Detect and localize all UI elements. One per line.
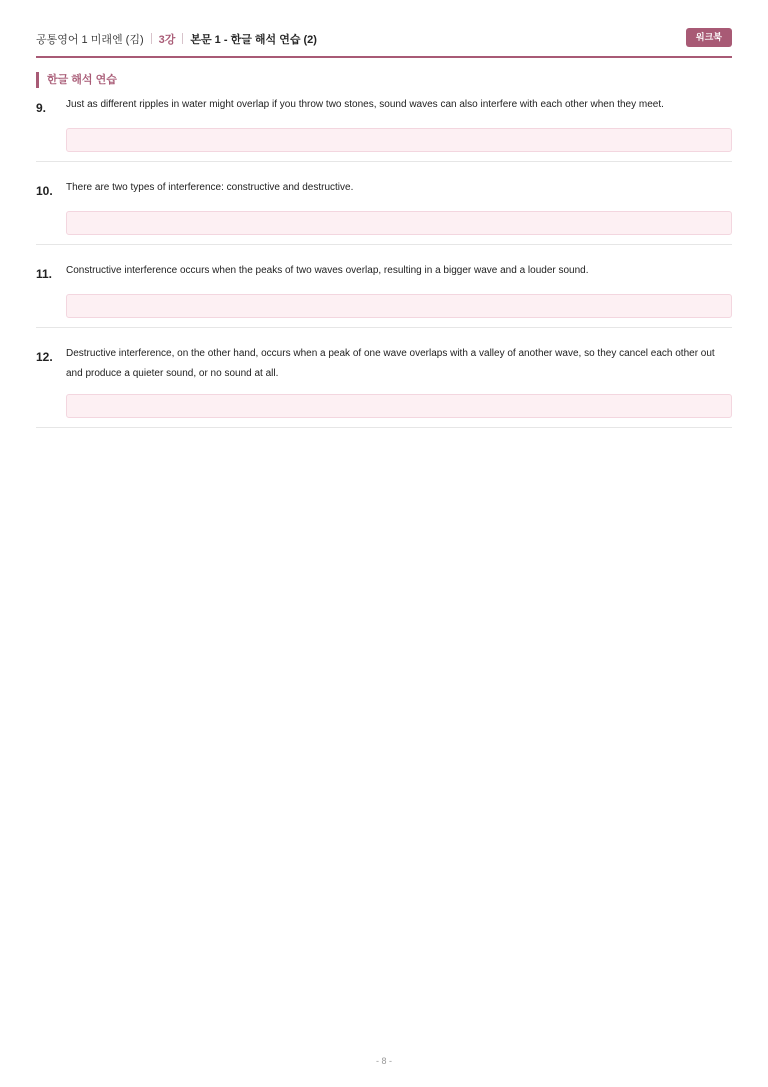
answer-box[interactable] <box>66 294 732 318</box>
question-number: 9. <box>36 101 47 115</box>
answer-box[interactable] <box>66 128 732 152</box>
workbook-badge: 워크북 <box>686 28 732 47</box>
header-breadcrumb <box>36 32 317 48</box>
answer-box[interactable] <box>66 211 732 235</box>
section-title: 한글 해석 연습 <box>36 72 117 88</box>
question-text: Destructive interference, on the other hand, occurs when a peak of one wave overlaps with a valley of another wave, so they cancel each other out and produce a quieter sound, or no sound at all. <box>66 348 715 379</box>
question-number: 12. <box>36 350 53 364</box>
answer-box[interactable] <box>66 394 732 418</box>
header-divider <box>151 33 152 44</box>
page-header <box>36 28 732 58</box>
question-text: There are two types of interference: constructive and destructive. <box>66 182 354 193</box>
page-title: 본문 1 - 한글 해석 연습 (2) <box>190 34 317 46</box>
lesson-label: 3강 <box>158 34 176 46</box>
question-item <box>36 95 732 162</box>
question-number: 11. <box>36 267 53 281</box>
question-text: Constructive interference occurs when the peaks of two waves overlap, resulting in a bigger wave and a louder sound. <box>66 265 589 276</box>
question-item <box>36 178 732 245</box>
question-item <box>36 261 732 328</box>
question-list <box>36 95 732 444</box>
header-divider <box>182 33 183 44</box>
course-name: 공통영어 1 미래엔 (김) <box>36 34 144 46</box>
page-number: - 8 - <box>375 1056 392 1066</box>
question-number: 10. <box>36 184 53 198</box>
question-item <box>36 344 732 428</box>
question-text: Just as different ripples in water might overlap if you throw two stones, sound waves can also interfere with each other when they meet. <box>66 99 664 110</box>
